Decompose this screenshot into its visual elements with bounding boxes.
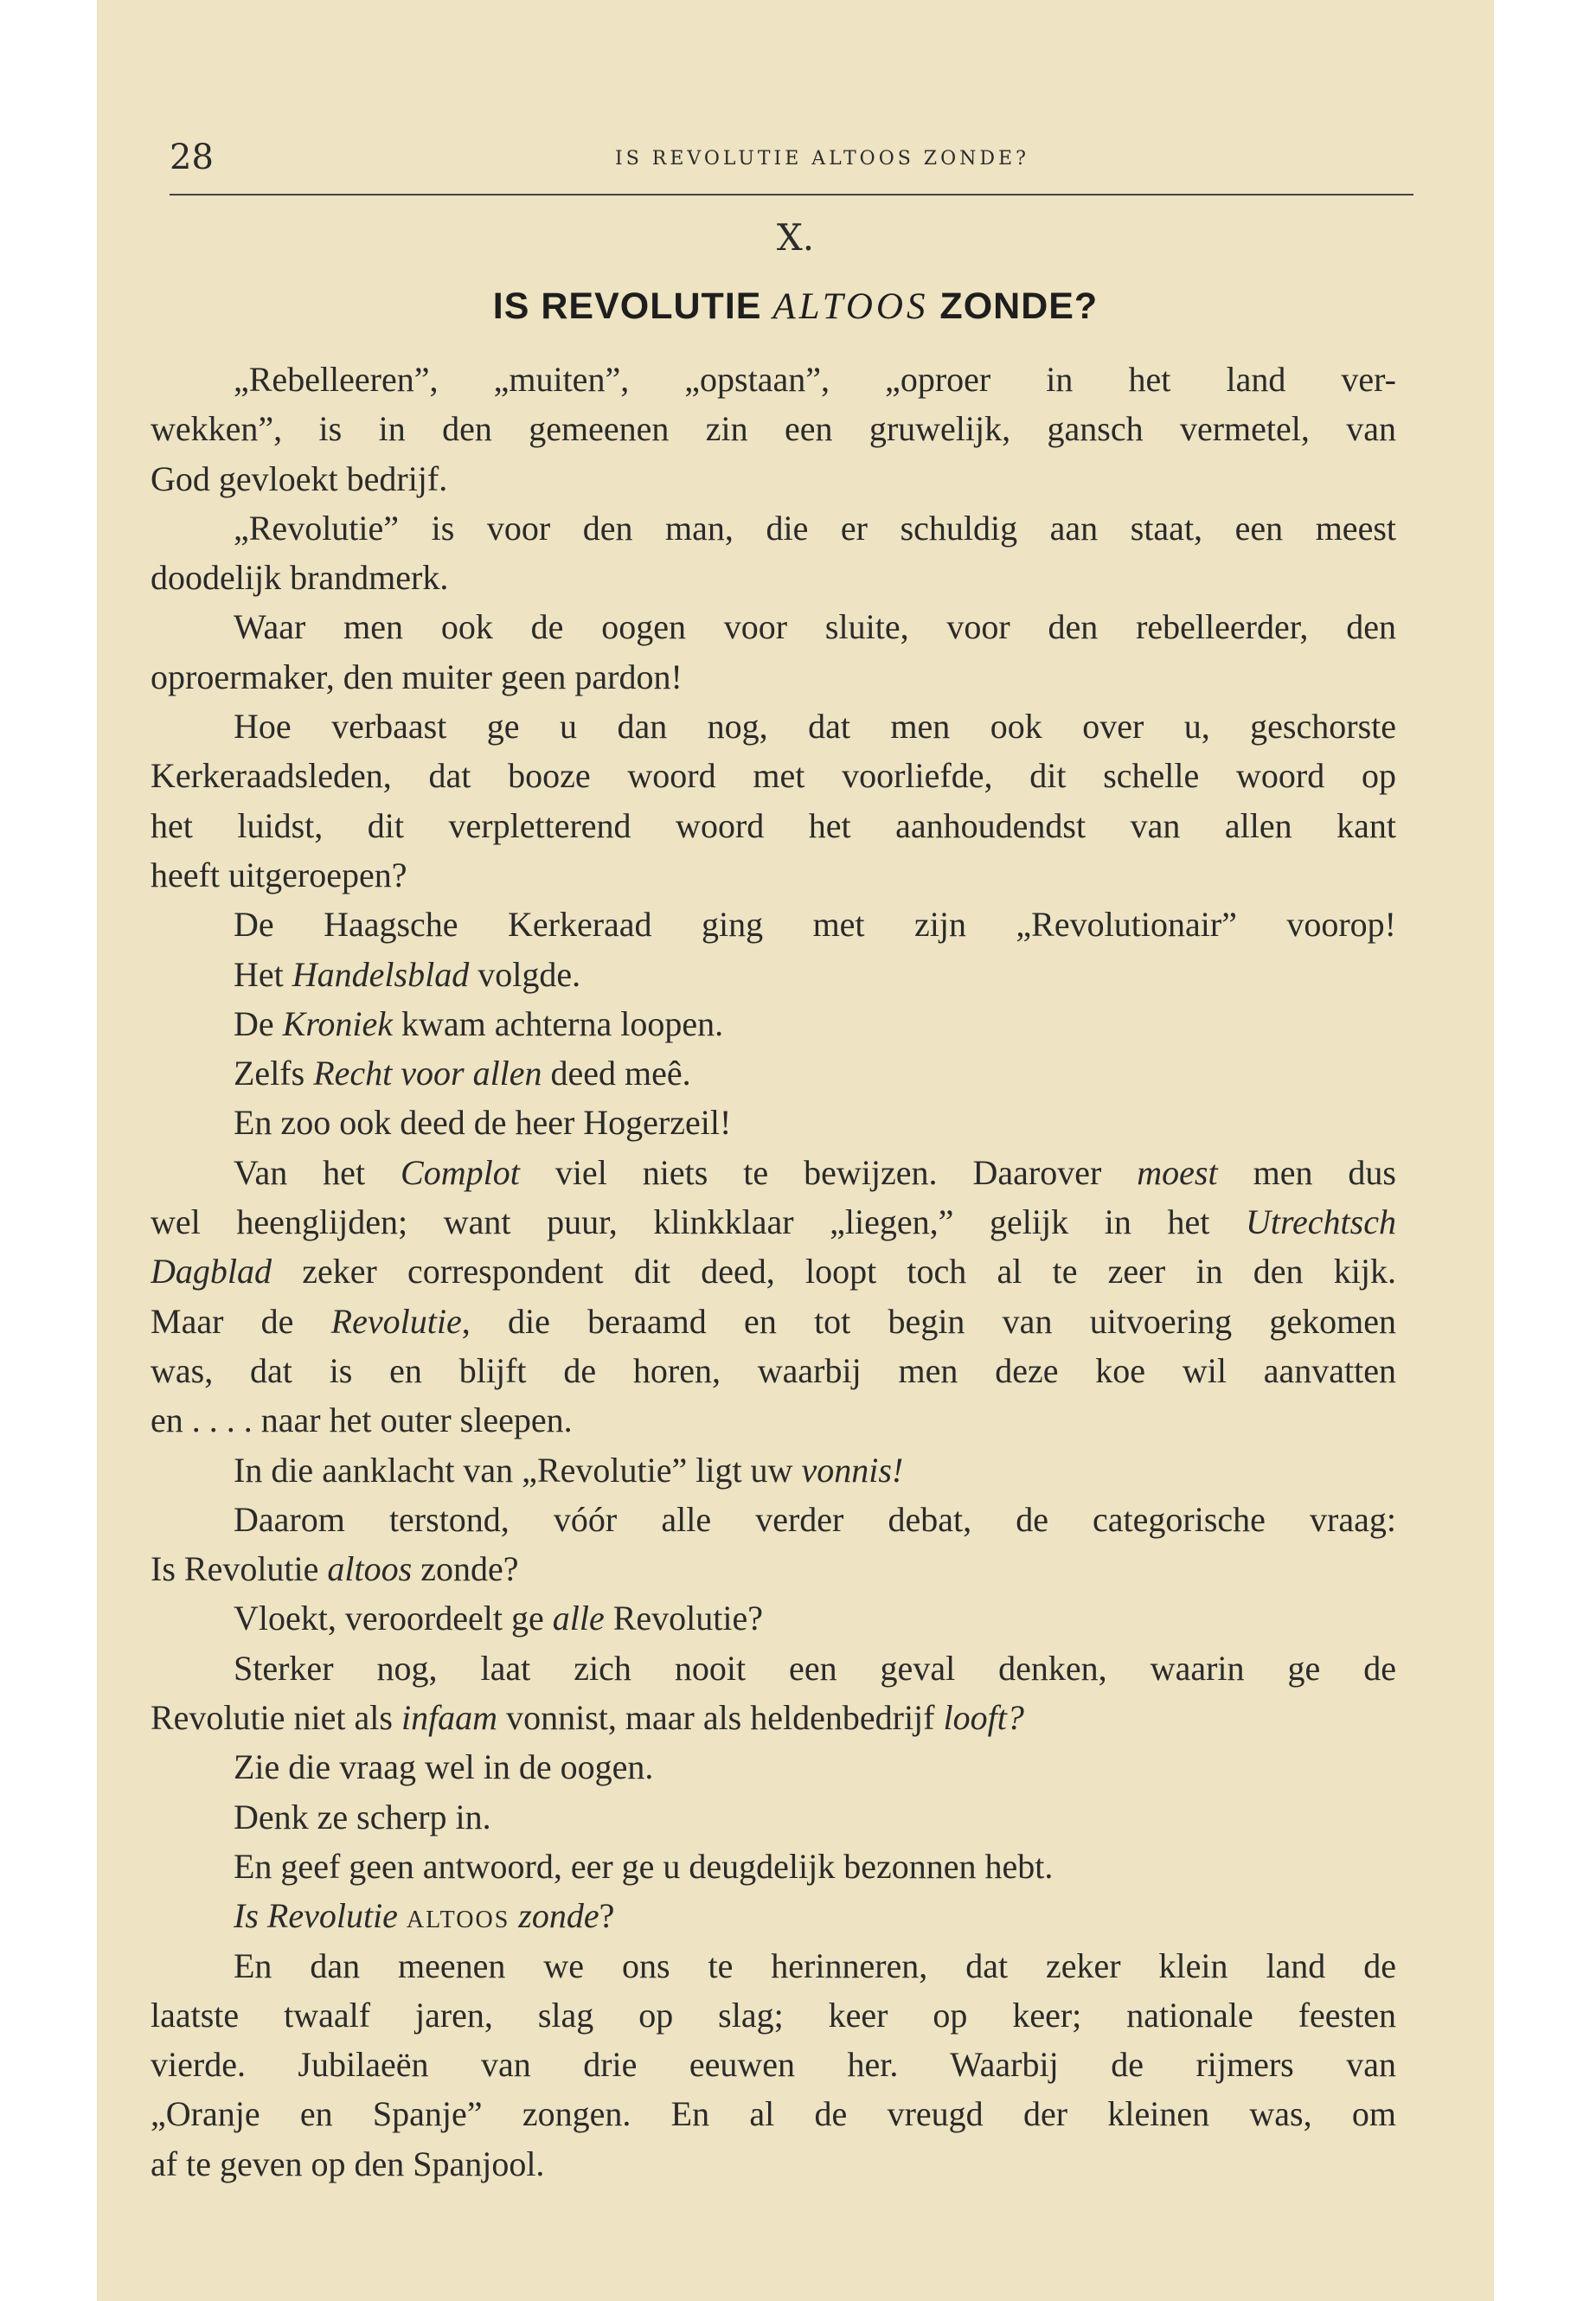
text-line <box>151 1990 1396 2040</box>
text-run: Daarom terstond, vóór alle verder debat, de categorische vraag: <box>234 1499 1396 1539</box>
text-line <box>151 1593 1396 1643</box>
text-run: En zoo ook deed de heer Hogerzeil! <box>234 1103 732 1143</box>
text-run: doodelijk brandmerk. <box>151 558 449 598</box>
text-run: Het <box>234 954 292 994</box>
text-line <box>151 553 1396 602</box>
text-line <box>151 602 1396 651</box>
text-run: Zelfs <box>234 1054 314 1093</box>
text-run <box>398 1896 407 1935</box>
text-line <box>151 1098 1396 1147</box>
text-run-italic: alle <box>552 1599 605 1638</box>
text-line <box>151 1048 1396 1098</box>
text-line <box>151 1148 1396 1197</box>
text-run: volgde. <box>469 954 581 994</box>
text-run-smallcaps: ALTOOS <box>406 1907 510 1934</box>
text-line <box>151 1644 1396 1693</box>
text-run: ? <box>599 1896 615 1936</box>
header-rule <box>170 194 1413 195</box>
text-run: God gevloekt bedrijf. <box>151 458 448 498</box>
book-page <box>97 0 1494 2301</box>
text-run-italic: infaam <box>401 1698 498 1738</box>
text-run: zeker correspondent dit deed, loopt toch al te zeer in den kijk. <box>272 1252 1396 1292</box>
text-run-italic: Utrechtsch <box>1245 1202 1396 1242</box>
text-line <box>151 1445 1396 1495</box>
text-line <box>151 900 1396 949</box>
text-run-italic: Dagblad <box>151 1252 272 1292</box>
text-run: wel heenglijden; want puur, klinkklaar „liegen,” gelijk in het <box>151 1202 1246 1242</box>
chapter-title-pre: IS REVOLUTIE <box>492 285 773 327</box>
text-run: Vloekt, veroordeelt ge <box>234 1599 553 1638</box>
text-line <box>151 1742 1396 1791</box>
text-run-italic: Complot <box>401 1152 520 1192</box>
text-run-italic: Kroniek <box>282 1003 394 1043</box>
text-line <box>151 1693 1396 1742</box>
text-line <box>151 2139 1396 2189</box>
text-run-italic: Revolutie <box>330 1301 462 1341</box>
text-line <box>151 2089 1396 2138</box>
text-line <box>151 751 1396 800</box>
text-run: was, dat is en blijft de horen, waarbij men deze koe wil aanvatten <box>151 1350 1396 1390</box>
text-run: Is Revolutie <box>151 1549 328 1589</box>
text-line <box>151 1495 1396 1544</box>
text-run: deed meê. <box>542 1054 691 1093</box>
text-run: Sterker nog, laat zich nooit een geval denken, waarin ge de <box>234 1648 1396 1688</box>
running-head <box>170 135 1413 183</box>
text-run: In die aanklacht van „Revolutie” ligt uw <box>234 1450 802 1490</box>
text-line <box>151 850 1396 900</box>
text-line <box>151 1891 1396 1940</box>
text-run: Denk ze scherp in. <box>234 1797 491 1836</box>
text-run: af te geven op den Spanjool. <box>151 2144 545 2183</box>
text-run: Hoe verbaast ge u dan nog, dat men ook over u, geschorste <box>234 707 1396 747</box>
text-run: Maar de <box>151 1301 331 1341</box>
text-run: Waar men ook de oogen voor sluite, voor den rebelleerder, den <box>234 607 1396 647</box>
text-line <box>151 999 1396 1048</box>
text-run: vierde. Jubilaeën van drie eeuwen her. Waarbij de rijmers van <box>151 2045 1396 2085</box>
text-run: wekken”, is in den gemeenen zin een gruwelijk, gansch vermetel, van <box>151 409 1396 449</box>
text-run: Revolutie? <box>604 1599 764 1638</box>
text-line <box>151 1792 1396 1842</box>
text-line <box>151 503 1396 553</box>
text-run: De <box>234 1003 283 1043</box>
text-run: , die beraamd en tot begin van uitvoering gekomen <box>461 1301 1396 1341</box>
body-text <box>151 355 1396 2189</box>
text-run: vonnist, maar als heldenbedrijf <box>497 1698 944 1738</box>
text-run: En geef geen antwoord, eer ge u deugdelijk bezonnen hebt. <box>234 1846 1054 1886</box>
text-run-italic: altoos <box>327 1549 413 1589</box>
text-run: viel niets te bewijzen. Daarover <box>519 1152 1138 1192</box>
text-line <box>151 801 1396 850</box>
text-line <box>151 1842 1396 1891</box>
text-run-italic: looft? <box>943 1698 1024 1738</box>
text-line <box>151 1395 1396 1445</box>
text-line <box>151 2040 1396 2089</box>
text-run-italic: Handelsblad <box>292 954 470 994</box>
chapter-title-emphasis: ALTOOS <box>772 286 929 327</box>
text-run: „Oranje en Spanje” zongen. En al de vreugd der kleinen was, om <box>151 2094 1396 2134</box>
text-run: kwam achterna loopen. <box>393 1003 724 1043</box>
text-line <box>151 1197 1396 1247</box>
page-number: 28 <box>170 138 214 177</box>
text-line <box>151 1346 1396 1395</box>
text-run-italic: Is Revolutie <box>234 1896 398 1936</box>
text-line <box>151 652 1396 702</box>
text-line <box>151 355 1396 404</box>
text-line <box>151 1941 1396 1990</box>
text-run: heeft uitgeroepen? <box>151 855 407 894</box>
text-run <box>510 1896 518 1935</box>
chapter-title-post: ZONDE? <box>928 285 1099 327</box>
text-run: zonde? <box>412 1549 519 1589</box>
text-run: „Revolutie” is voor den man, die er schuldig aan staat, een meest <box>234 508 1396 548</box>
running-title: IS REVOLUTIE ALTOOS ZONDE? <box>615 148 1029 170</box>
text-run: Zie die vraag wel in de oogen. <box>234 1747 654 1787</box>
text-line <box>151 1247 1396 1296</box>
text-run-italic: moest <box>1137 1152 1218 1192</box>
text-line <box>151 454 1396 503</box>
chapter-number: X. <box>776 216 815 259</box>
text-run: En dan meenen we ons te herinneren, dat zeker klein land de <box>234 1945 1396 1985</box>
text-line <box>151 702 1396 751</box>
text-run: en . . . . naar het outer sleepen. <box>151 1400 573 1440</box>
text-line <box>151 404 1396 453</box>
text-line <box>151 950 1396 999</box>
text-run: het luidst, dit verpletterend woord het aanhoudendst van allen kant <box>151 805 1396 845</box>
text-run: laatste twaalf jaren, slag op slag; keer op keer; nationale feesten <box>151 1995 1396 2035</box>
text-run: Kerkeraadsleden, dat booze woord met voorliefde, dit schelle woord op <box>151 756 1396 796</box>
text-run-italic: vonnis! <box>801 1450 904 1490</box>
chapter-title <box>97 285 1494 328</box>
text-run: Van het <box>234 1152 401 1192</box>
text-run: „Rebelleeren”, „muiten”, „opstaan”, „oproer in het land ver- <box>234 360 1396 399</box>
text-run-italic: zonde <box>518 1896 599 1936</box>
text-line <box>151 1544 1396 1593</box>
text-run: Revolutie niet als <box>151 1698 401 1738</box>
text-run: men dus <box>1217 1152 1396 1192</box>
text-run-italic: Recht voor allen <box>313 1054 542 1093</box>
text-run: De Haagsche Kerkeraad ging met zijn „Revolutionair” voorop! <box>234 905 1396 945</box>
text-line <box>151 1297 1396 1346</box>
text-run: oproermaker, den muiter geen pardon! <box>151 657 683 696</box>
